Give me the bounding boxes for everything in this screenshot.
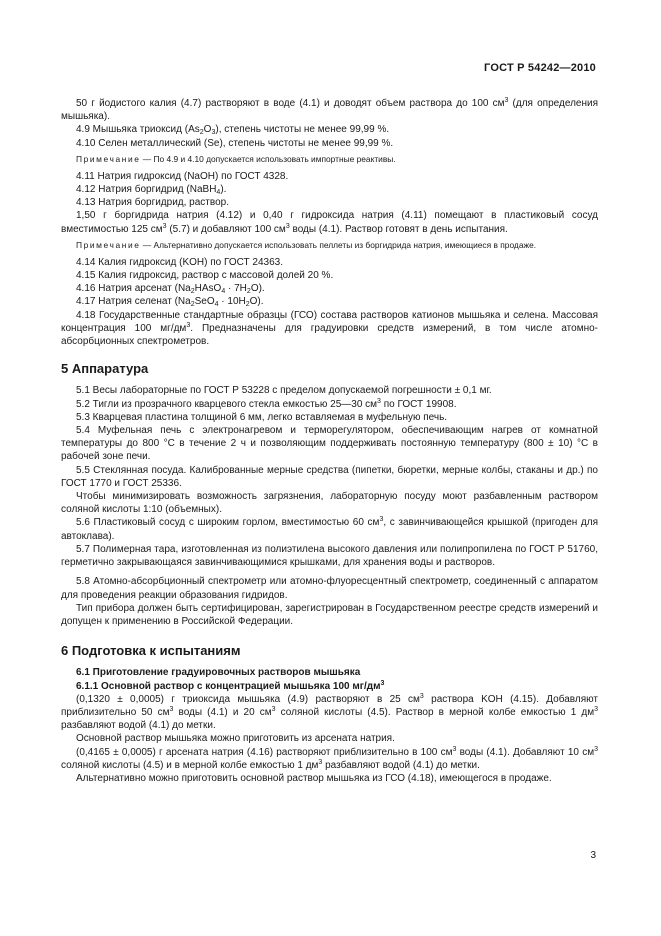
item-4-12: 4.12 Натрия боргидрид (NaBH$_4$). <box>76 184 227 197</box>
section-6-heading: 6 Подготовка к испытаниям <box>61 643 241 659</box>
standard-header: ГОСТ Р 54242—2010 <box>484 62 596 74</box>
item-4-14: 4.14 Калия гидроксид (KOH) по ГОСТ 24363. <box>76 256 283 268</box>
paragraph-borohydride: 1,50 г боргидрида натрия (4.12) и 0,40 г гидроксида натрия (4.11) помещают в пластиковый сосуд вместимостью 125 $см^3$ (5.7) и добавляют 100 $см^3$ воды (4.1). Раствор готовят в день испытания. <box>61 210 598 235</box>
item-5-2: 5.2 Тигли из прозрачного кварцевого стекла емкостью 25—30 $см^3$ по ГОСТ 19908. <box>76 397 457 410</box>
note-pellets: Примечание — Альтернативно допускается использовать пеллеты из боргидрида натрия, имеющиеся в продаже. <box>76 239 537 250</box>
document-body <box>61 97 598 785</box>
page-number: 3 <box>590 850 596 861</box>
paragraph-arsenic-trioxide: (0,1320 ± 0,0005) г триоксида мышьяка (4.9) растворяют в 25 $см^3$ раствора KOH (4.15). Добавляют приблизительно 50 $см^3$ воды (4.1) и 20 $см^3$ соляной кислоты (4.5). Раствор в мерной колбе емкостью 1 $дм^3$ разбавляют водой (4.1) до метки. <box>61 692 598 732</box>
item-5-6: 5.6 Пластиковый сосуд с широким горлом, вместимостью 60 $см^3$, с завинчивающейся крышкой (пригоден для автоклава). <box>61 516 599 542</box>
item-4-15: 4.15 Калия гидроксид, раствор с массовой долей 20 %. <box>76 270 334 282</box>
item-4-13: 4.13 Натрия боргидрид, раствор. <box>76 197 229 209</box>
subsection-6-1: 6.1 Приготовление градуировочных растворов мышьяка <box>76 667 361 679</box>
item-4-9: 4.9 Мышьяка триоксид $(As_2O_3)$, степень чистоты не менее 99,99 %. <box>76 124 390 137</box>
item-5-1: 5.1 Весы лабораторные по ГОСТ Р 53228 с пределом допускаемой погрешности ± 0,1 мг. <box>76 385 492 397</box>
paragraph-sodium-arsenate: (0,4165 ± 0,0005) г арсената натрия (4.16) растворяют приблизительно в 100 $см^3$ воды (4.1). Добавляют 10 $см^3$ соляной кислоты (4.5) и в мерной колбе емкостью 1 $дм^3$ разбавляют водой (4.1) до метки. <box>61 745 599 771</box>
item-5-8: 5.8 Атомно-абсорбционный спектрометр или атомно-флуоресцентный спектрометр, соединенный с аппаратом для проведения реакции образования гидридов. <box>61 576 598 601</box>
paragraph-arsenate-option: Основной раствор мышьяка можно приготовить из арсената натрия. <box>76 733 395 745</box>
subsection-6-1-1: 6.1.1 Основной раствор с концентрацией мышьяка 100 $мг/дм^3$ <box>76 679 385 692</box>
section-5-heading: 5 Аппаратура <box>61 361 149 377</box>
item-5-5: 5.5 Стеклянная посуда. Калиброванные мерные средства (пипетки, бюретки, мерные колбы, стаканы и др.) по ГОСТ 1770 и ГОСТ 25336. <box>61 464 598 489</box>
item-4-16: 4.16 Натрия арсенат $(Na_2HAsO_4 \cdot 7H_2O)$. <box>76 283 265 296</box>
item-5-4: 5.4 Муфельная печь с электронагревом и терморегулятором, обеспечивающим нагрев от комнатной температуры до 800 °С в течение 2 ч и позволяющим поддерживать постоянную температуру (800 ± 10) °С в рабочей зоне печи. <box>61 425 598 463</box>
paragraph-device-type: Тип прибора должен быть сертифицирован, зарегистрирован в Государственном реестре средств измерений и допущен к применению в Российской Федерации. <box>61 602 598 627</box>
paragraph-iodide: 50 г йодистого калия (4.7) растворяют в воде (4.1) и доводят объем раствора до 100 $см^3$ (для определения мышьяка). <box>61 97 598 123</box>
item-4-11: 4.11 Натрия гидроксид (NaOH) по ГОСТ 4328. <box>76 170 289 182</box>
note-4-9-4-10: Примечание — По 4.9 и 4.10 допускается использовать импортные реактивы. <box>76 153 396 164</box>
item-5-3: 5.3 Кварцевая пластина толщиной 6 мм, легко вставляемая в муфельную печь. <box>76 411 448 423</box>
item-4-10: 4.10 Селен металлический (Se), степень чистоты не менее 99,99 %. <box>76 137 394 149</box>
item-4-18: 4.18 Государственные стандартные образцы (ГСО) состава растворов катионов мышьяка и селена. Массовая концентрация 100 $мг/дм^3$. Предназначены для градуировки средств измерений, в том числе атомно-абсорбционных спектрометров. <box>61 309 598 348</box>
item-4-17: 4.17 Натрия селенат $(Na_2SeO_4 \cdot 10H_2O)$. <box>76 296 264 309</box>
paragraph-wash: Чтобы минимизировать возможность загрязнения, лабораторную посуду моют разбавленным раствором соляной кислоты 1:10 (объемных). <box>61 491 598 516</box>
item-5-7: 5.7 Полимерная тара, изготовленная из полиэтилена высокого давления или полипропилена по ГОСТ Р 51760, герметично закрывающаяся завинчивающимися крышками, для хранения воды и растворов. <box>61 543 598 569</box>
paragraph-gso-option: Альтернативно можно приготовить основной раствор мышьяка из ГСО (4.18), имеющегося в продаже. <box>76 772 552 784</box>
